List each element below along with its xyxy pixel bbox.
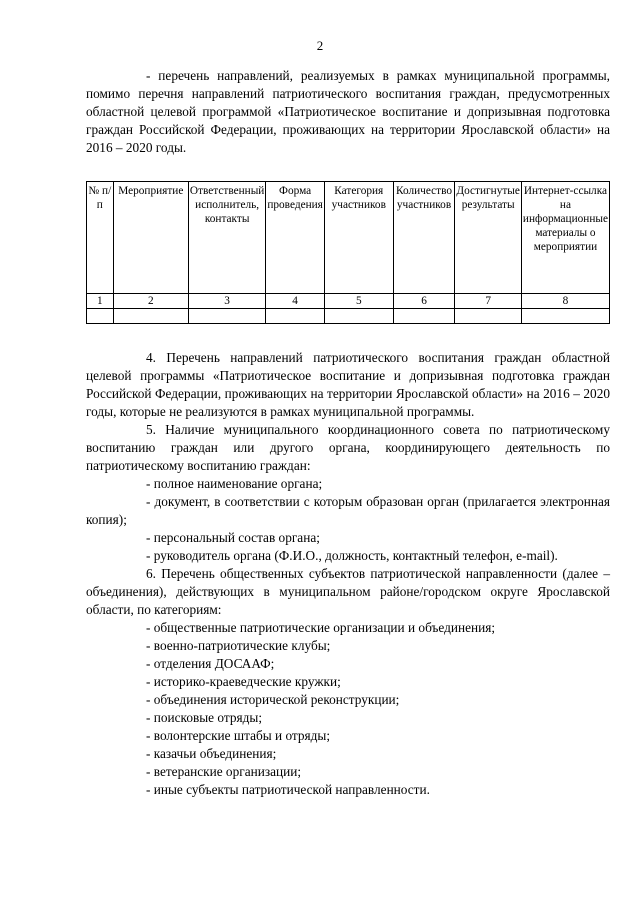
table-cell: 7 bbox=[455, 294, 522, 309]
list-item: - поисковые отряды; bbox=[146, 710, 263, 725]
table-header-row bbox=[87, 182, 610, 294]
table-header-cell: Достигнутые результаты bbox=[455, 182, 522, 294]
table-header-cell: № п/п bbox=[87, 182, 114, 294]
list-item: - казачьи объединения; bbox=[146, 746, 277, 761]
paragraph-6: 6. Перечень общественных субъектов патриотической направленности (далее – объединения), действующих в муниципальном районе/городском округе Ярославской области, по категориям: bbox=[86, 566, 610, 617]
table-cell bbox=[393, 309, 455, 324]
list-item: - волонтерские штабы и отряды; bbox=[146, 728, 331, 743]
table-cell: 5 bbox=[324, 294, 393, 309]
table-header-cell: Категория участников bbox=[324, 182, 393, 294]
list-item: - отделения ДОСААФ; bbox=[146, 656, 275, 671]
list-item: - иные субъекты патриотической направленности. bbox=[146, 782, 430, 797]
table-number-row bbox=[87, 294, 610, 309]
table-cell bbox=[266, 309, 325, 324]
list-item: - руководитель органа (Ф.И.О., должность, контактный телефон, e-mail). bbox=[146, 548, 558, 563]
paragraph-4: 4. Перечень направлений патриотического воспитания граждан областной целевой программы «Патриотическое воспитание и допризывная подготовка граждан Российской Федерации, проживающих на территории Ярославской области» на 2016 – 2020 годы, которые не реализуются в рамках муниципальной программы. bbox=[86, 350, 610, 419]
paragraph-5: 5. Наличие муниципального координационного совета по патриотическому воспитанию граждан или другого органа, координирующего деятельность по патриотическому воспитанию граждан: bbox=[86, 422, 610, 473]
table-cell bbox=[87, 309, 114, 324]
page-number: 2 bbox=[316, 38, 324, 53]
table-header-cell: Интернет-ссылка на информационные материалы о мероприятии bbox=[521, 182, 609, 294]
list-item: - документ, в соответствии с которым образован орган (прилагается электронная копия); bbox=[86, 494, 610, 527]
table-cell: 2 bbox=[113, 294, 188, 309]
table-cell: 3 bbox=[188, 294, 265, 309]
table-header-cell: Ответственный исполнитель, контакты bbox=[188, 182, 265, 294]
list-item: - военно-патриотические клубы; bbox=[146, 638, 331, 653]
events-table bbox=[86, 181, 610, 324]
table-cell: 1 bbox=[87, 294, 114, 309]
table-cell: 4 bbox=[266, 294, 325, 309]
table-cell bbox=[113, 309, 188, 324]
table-header-cell: Количество участников bbox=[393, 182, 455, 294]
table-cell: 8 bbox=[521, 294, 609, 309]
table-cell bbox=[455, 309, 522, 324]
table-header-cell: Форма проведения bbox=[266, 182, 325, 294]
document-body bbox=[86, 67, 610, 799]
list-item: - персональный состав органа; bbox=[146, 530, 320, 545]
list-item: - полное наименование органа; bbox=[146, 476, 323, 491]
table-cell bbox=[188, 309, 265, 324]
list-item: - ветеранские организации; bbox=[146, 764, 302, 779]
table-cell bbox=[324, 309, 393, 324]
list-item: - историко-краеведческие кружки; bbox=[146, 674, 341, 689]
table-empty-row bbox=[87, 309, 610, 324]
table-header-cell: Мероприятие bbox=[113, 182, 188, 294]
list-item: - общественные патриотические организации и объединения; bbox=[146, 620, 496, 635]
table-cell bbox=[521, 309, 609, 324]
table-cell: 6 bbox=[393, 294, 455, 309]
list-item: - объединения исторической реконструкции; bbox=[146, 692, 400, 707]
intro-paragraph: - перечень направлений, реализуемых в рамках муниципальной программы, помимо перечня направлений патриотического воспитания граждан, предусмотренных областной целевой программой «Патриотическое воспитание и допризывная подготовка граждан Российской Федерации, проживающих на территории Ярославской области» на 2016 – 2020 годы. bbox=[86, 68, 610, 155]
